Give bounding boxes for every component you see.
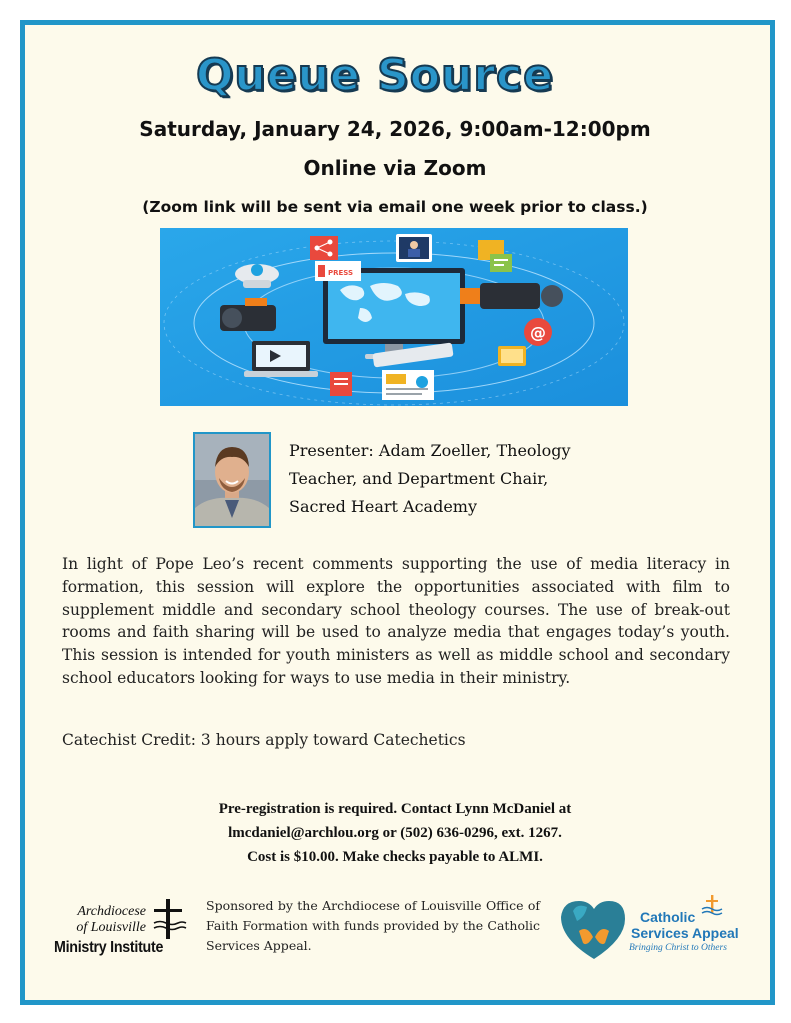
share-icon — [310, 236, 338, 260]
csa-heart-icon — [557, 897, 631, 961]
email-icon — [524, 318, 552, 346]
csa-name-line-2: Services Appeal — [631, 925, 739, 941]
event-date-time: Saturday, January 24, 2026, 9:00am-12:00pm — [139, 117, 651, 141]
presenter-line-3: Sacred Heart Academy — [289, 497, 478, 516]
almi-line-2: of Louisville — [76, 920, 146, 935]
video-call-icon — [396, 234, 432, 262]
media-banner-image — [160, 228, 628, 406]
svg-text:@: @ — [530, 323, 546, 342]
registration-line-1: Pre-registration is required. Contact Lynn McDaniel at — [218, 801, 572, 817]
almi-logo — [54, 899, 194, 963]
event-location: Online via Zoom — [303, 156, 487, 180]
zoom-note: (Zoom link will be sent via email one week prior to class.) — [142, 198, 648, 216]
cross-icon — [148, 899, 188, 939]
session-description: In light of Pope Leo’s recent comments supporting the use of media literacy in formation, this session will explore the opportunities associated with film to supplement middle and secondary school theology courses. The use of break-out rooms and faith sharing will be used to analyze media that engages today’s youth. This session is intended for youth ministers as well as middle school and secondary school educators looking for ways to use media in their ministry. — [62, 555, 730, 687]
csa-name-line-1: Catholic — [640, 909, 696, 925]
flyer-title: Queue Source — [196, 50, 554, 101]
sponsor-text: Sponsored by the Archdiocese of Louisville Office of Faith Formation with funds provided by the Catholic Services Appeal. — [206, 898, 540, 953]
presenter-line-1: Presenter: Adam Zoeller, Theology — [289, 441, 571, 460]
presenter-info — [289, 437, 629, 521]
laptop-icon — [244, 341, 318, 377]
presenter-line-2: Teacher, and Department Chair, — [289, 469, 549, 488]
presenter-photo — [193, 432, 271, 528]
press-label: PRESS — [328, 269, 354, 277]
registration-line-3: Cost is $10.00. Make checks payable to ALMI. — [247, 849, 543, 865]
almi-line-3: Ministry Institute — [54, 939, 164, 956]
document-icon — [330, 372, 352, 396]
registration-line-2: lmcdaniel@archlou.org or (502) 636-0296, ext. 1267. — [228, 825, 562, 841]
csa-logo — [557, 897, 737, 961]
almi-line-1: Archdiocese — [77, 904, 146, 919]
registration-info — [0, 797, 790, 869]
phone-icon — [498, 346, 526, 366]
csa-tagline: Bringing Christ to Others — [629, 943, 727, 953]
newspaper-icon — [382, 370, 434, 400]
press-icon — [315, 261, 361, 281]
catechist-credit: Catechist Credit: 3 hours apply toward Catechetics — [62, 731, 466, 749]
